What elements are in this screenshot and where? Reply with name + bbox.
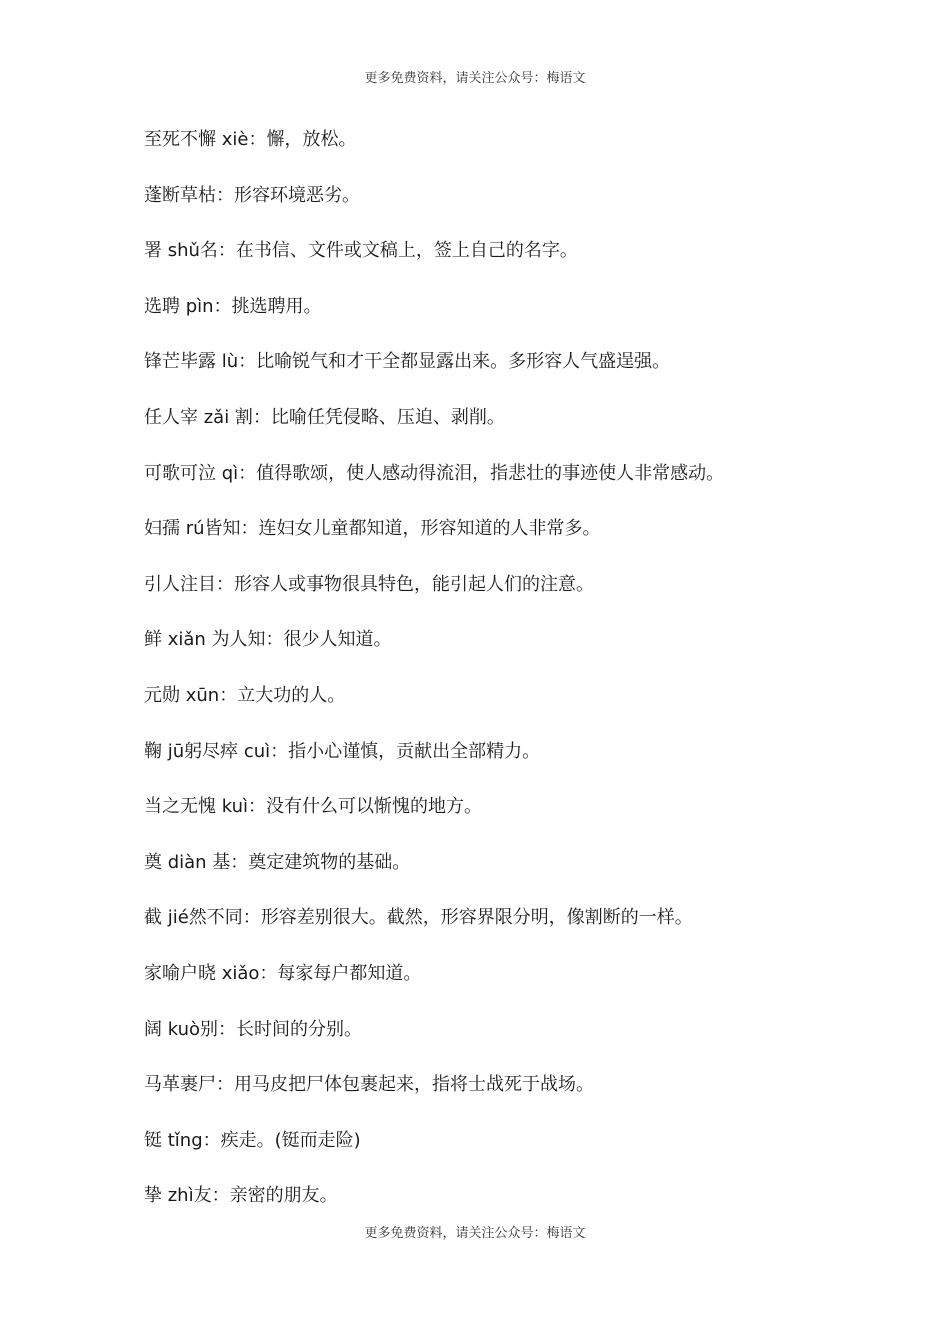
vocabulary-entry: 当之无愧 kuì：没有什么可以惭愧的地方。 (144, 796, 482, 818)
vocabulary-entry: 蓬断草枯：形容环境恶劣。 (144, 184, 360, 206)
vocabulary-entry: 妇孺 rú皆知：连妇女儿童都知道，形容知道的人非常多。 (144, 518, 601, 540)
vocabulary-entry: 奠 diàn 基：奠定建筑物的基础。 (144, 851, 411, 873)
vocabulary-entry: 马革裹尸：用马皮把尸体包裹起来，指将士战死于战场。 (144, 1074, 594, 1096)
vocabulary-entry: 至死不懈 xiè：懈，放松。 (144, 129, 357, 150)
page-header: 更多免费资料，请关注公众号：梅语文 (364, 71, 586, 86)
vocabulary-entry: 引人注目：形容人或事物很具特色，能引起人们的注意。 (144, 573, 594, 595)
vocabulary-entry: 可歌可泣 qì：值得歌颂，使人感动得流泪，指悲壮的事迹使人非常感动。 (144, 462, 725, 484)
vocabulary-entry: 任人宰 zǎi 割：比喻任凭侵略、压迫、剥削。 (144, 406, 505, 428)
vocabulary-entry: 元勋 xūn：立大功的人。 (144, 684, 346, 706)
vocabulary-entry: 鞠 jū躬尽瘁 cuì：指小心谨慎，贡献出全部精力。 (144, 740, 541, 762)
vocabulary-entry: 挚 zhì友：亲密的朋友。 (144, 1185, 338, 1207)
vocabulary-entry: 截 jié然不同：形容差别很大。截然，形容界限分明，像割断的一样。 (144, 907, 693, 929)
vocabulary-entry: 锋芒毕露 lù：比喻锐气和才干全都显露出来。多形容人气盛逞强。 (144, 351, 671, 373)
vocabulary-list (144, 124, 864, 1236)
vocabulary-entry: 署 shǔ名：在书信、文件或文稿上，签上自己的名字。 (144, 240, 578, 262)
page-footer: 更多免费资料，请关注公众号：梅语文 (364, 1226, 586, 1241)
vocabulary-entry: 阔 kuò别：长时间的分别。 (144, 1018, 363, 1040)
vocabulary-entry: 铤 tǐng：疾走。(铤而走险) (144, 1129, 361, 1151)
vocabulary-entry: 选聘 pìn：挑选聘用。 (144, 295, 322, 317)
vocabulary-entry: 家喻户晓 xiǎo：每家每户都知道。 (144, 962, 422, 984)
vocabulary-entry: 鲜 xiǎn 为人知：很少人知道。 (144, 629, 392, 651)
